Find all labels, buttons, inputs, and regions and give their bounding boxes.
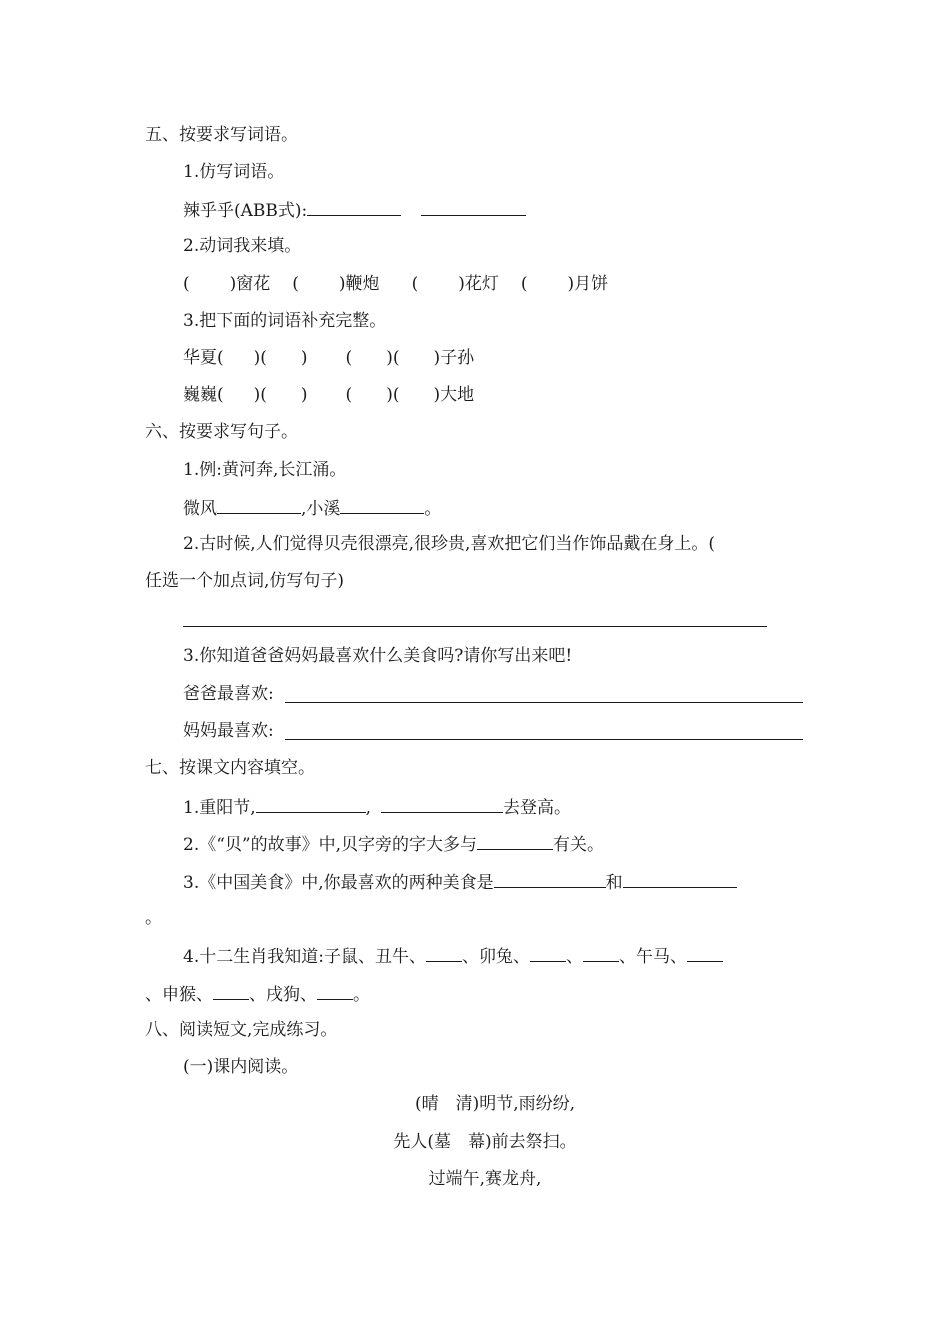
s5-q3-row2 <box>183 384 474 406</box>
s7-q2-row <box>183 832 604 854</box>
paren-mid: )( <box>386 348 400 368</box>
s6-q1-b: ,小溪 <box>301 499 341 519</box>
phrase-start: 华夏( <box>183 348 224 368</box>
answer-line[interactable] <box>285 739 803 740</box>
s7-q4-a: 4.十二生肖我知道:子鼠、丑牛、 <box>183 947 426 967</box>
answer-blank[interactable] <box>317 982 353 1000</box>
poem-line-3: 过端午,赛龙舟, <box>428 1169 542 1189</box>
s5-q1-prefix: 辣乎乎(ABB式): <box>183 201 308 221</box>
s5-q3-title: 3.把下面的词语补充完整。 <box>183 311 387 331</box>
word-huadeng: )花灯 <box>458 274 499 294</box>
answer-blank[interactable] <box>426 944 462 962</box>
section-6-title: 六、按要求写句子。 <box>145 422 298 442</box>
answer-blank[interactable] <box>623 870 737 888</box>
answer-blank[interactable] <box>256 795 366 813</box>
answer-blank[interactable] <box>530 944 566 962</box>
answer-blank[interactable] <box>340 496 424 514</box>
s5-q2-title: 2.动词我来填。 <box>183 236 302 256</box>
word-yuebing: )月饼 <box>567 274 609 294</box>
s6-q3-mom: 妈妈最喜欢: <box>183 721 274 741</box>
answer-line[interactable] <box>183 626 767 627</box>
paren-open: ( <box>520 274 528 294</box>
poem-line-1: (晴 清)明节,雨纷纷, <box>414 1094 576 1114</box>
s7-q4-row2 <box>145 982 370 1004</box>
zodiac-dog: 、戌狗、 <box>249 985 317 1005</box>
paren-open: ( <box>411 274 419 294</box>
paren-mid: )( <box>253 348 267 368</box>
answer-blank[interactable] <box>421 198 526 216</box>
s7-q4-row1 <box>183 944 723 966</box>
s7-q1-c: 去登高。 <box>503 798 572 818</box>
answer-blank[interactable] <box>687 944 723 962</box>
s5-q1-row <box>183 198 526 220</box>
s6-q1-end: 。 <box>424 499 442 519</box>
answer-blank[interactable] <box>217 496 301 514</box>
word-bianpao: )鞭炮 <box>338 274 380 294</box>
paren-open: ( <box>183 274 190 294</box>
sep: 、 <box>565 947 583 967</box>
s7-q1-row <box>183 795 571 817</box>
s8-sub: (一)课内阅读。 <box>183 1057 299 1077</box>
paren-mid: )( <box>386 385 400 405</box>
s5-q3-row1 <box>183 347 474 369</box>
answer-blank[interactable] <box>381 795 503 813</box>
section-8-title: 八、阅读短文,完成练习。 <box>145 1020 338 1040</box>
word-chuanghua: )窗花 <box>229 274 271 294</box>
zodiac-rabbit: 、卯兔、 <box>461 947 530 967</box>
paren-open: ( <box>292 274 299 294</box>
s7-q1-a: 1.重阳节, <box>183 798 256 818</box>
s6-q2-text-1: 2.古时候,人们觉得贝壳很漂亮,很珍贵,喜欢把它们当作饰品戴在身上。( <box>183 534 716 554</box>
s6-q2-text-2: 任选一个加点词,仿写句子) <box>145 571 345 591</box>
s7-q3-a: 3.《中国美食》中,你最喜欢的两种美食是 <box>183 873 494 893</box>
answer-blank[interactable] <box>494 870 606 888</box>
s7-q1-b: , <box>365 798 372 818</box>
paren-mid: )( <box>253 385 267 405</box>
s6-q3-title: 3.你知道爸爸妈妈最喜欢什么美食吗?请你写出来吧! <box>183 646 573 666</box>
zodiac-monkey: 、申猴、 <box>145 985 213 1005</box>
answer-blank[interactable] <box>583 944 619 962</box>
answer-blank[interactable] <box>477 832 553 850</box>
zodiac-horse: 、午马、 <box>618 947 687 967</box>
answer-blank[interactable] <box>307 198 401 216</box>
s6-q3-dad: 爸爸最喜欢: <box>183 684 274 704</box>
section-5-title: 五、按要求写词语。 <box>145 125 298 145</box>
s6-q1-title: 1.例:黄河奔,长江涌。 <box>183 460 347 480</box>
s5-q2-row <box>183 273 608 295</box>
phrase-start: 巍巍( <box>183 385 224 405</box>
poem-line-2: 先人(墓 幕)前去祭扫。 <box>393 1132 577 1152</box>
section-7-title: 七、按课文内容填空。 <box>145 758 315 778</box>
s7-q2-b: 有关。 <box>553 835 605 855</box>
paren-open: ( <box>345 385 353 405</box>
s7-q3-b: 和 <box>605 873 623 893</box>
s7-q3-row <box>183 870 737 892</box>
s7-q2-a: 2.《“贝”的故事》中,贝字旁的字大多与 <box>183 835 478 855</box>
phrase-end: )子孙 <box>433 348 475 368</box>
paren-open: ( <box>345 348 353 368</box>
s6-q1-a: 微风 <box>183 499 217 519</box>
s6-q1-row <box>183 496 441 518</box>
paren-close: ) <box>300 348 308 368</box>
answer-line[interactable] <box>285 702 803 703</box>
s5-q1-title: 1.仿写词语。 <box>183 162 285 182</box>
phrase-end: )大地 <box>433 385 475 405</box>
s7-q4-end: 。 <box>353 985 370 1005</box>
answer-blank[interactable] <box>213 982 249 1000</box>
paren-close: ) <box>300 385 308 405</box>
s7-q3-end: 。 <box>145 908 162 928</box>
